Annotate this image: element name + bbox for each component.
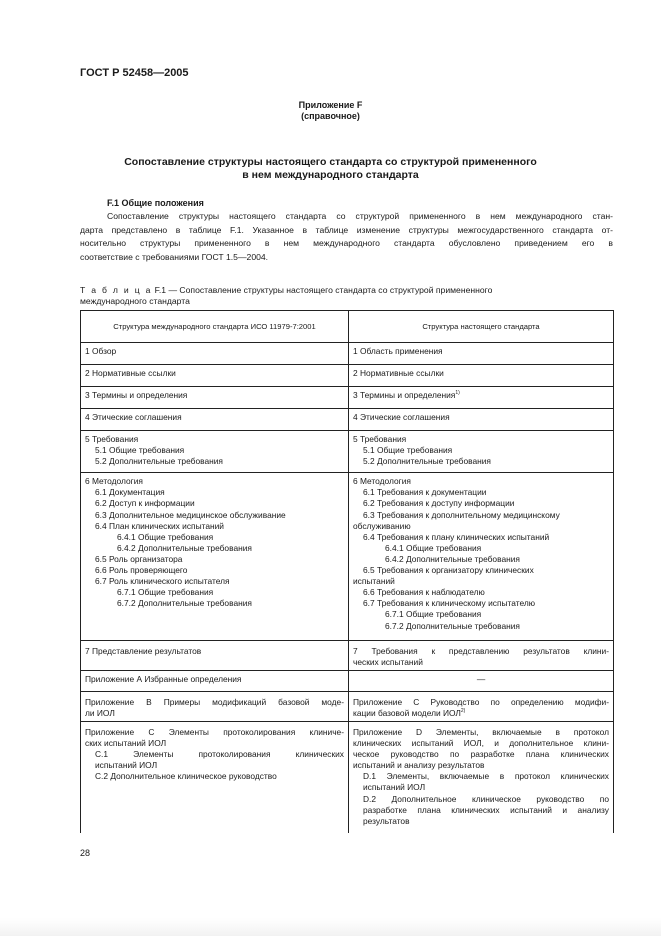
cell-line: 2 Нормативные ссылки: [353, 368, 444, 378]
column-header-international: Структура международного стандарта ИСО 11979-7:2001: [81, 311, 349, 343]
annex-name: Приложение F: [298, 100, 363, 110]
cell-line: 1 Область применения: [353, 346, 443, 356]
standard-header: ГОСТ Р 52458—2005: [80, 67, 189, 79]
cell-line: 4 Этические соглашения: [353, 412, 450, 422]
cell-line: испытаний: [353, 576, 395, 587]
cell-line: 6.4.1 Общие требования: [117, 531, 214, 542]
cell-line: 6 Методология: [85, 476, 143, 487]
table-caption-prefix: Т а б л и ц а: [80, 285, 153, 295]
cell-line: [353, 708, 609, 719]
cell-line: 6.7.1 Общие требования: [385, 609, 482, 620]
structure-comparison-table: [80, 310, 614, 833]
cell-line: 3 Термины и определения: [85, 390, 188, 400]
cell-line: 7 Требования к представлению результатов клини-: [353, 645, 609, 656]
cell-line: Приложение С Элементы протоколирования клиниче-: [85, 726, 344, 737]
table-header-row: [81, 311, 614, 343]
cell-line: С.1 Элементы протоколирования клинических: [95, 749, 344, 760]
cell-line: ческое руководство по разработке плана клинических: [353, 749, 609, 760]
cell-line: D.2 Дополнительное клиническое руководство по: [363, 793, 609, 804]
footnote-mark: 2): [460, 708, 466, 715]
table-row: [81, 365, 614, 387]
table-caption-line-2: международного стандарта: [80, 296, 190, 306]
cell-text: кации базовой модели ИОЛ: [353, 707, 461, 718]
table-row: [81, 670, 614, 691]
table-caption-text: F.1 — Сопоставление структуры настоящего стандарта со структурой примененного: [154, 285, 493, 295]
cell-line: 6.4 Требования к плану клинических испытаний: [363, 531, 550, 542]
cell-line: 5 Требования: [85, 434, 139, 444]
table-row: [81, 343, 614, 365]
annex-title-line-1: Сопоставление структуры настоящего стандарта со структурой примененного: [124, 156, 537, 168]
cell-line: 6.7.2 Дополнительные требования: [385, 620, 520, 631]
cell-line: 6.4.2 Дополнительные требования: [385, 553, 520, 564]
cell-line: 6.1 Требования к документации: [363, 487, 487, 498]
cell-text: 3 Термины и определения: [353, 390, 456, 400]
table-row: [81, 409, 614, 431]
page-number: 28: [80, 848, 91, 858]
cell-line: 6.3 Требования к дополнительному медицинскому: [363, 509, 560, 520]
table-row: [81, 431, 614, 473]
table-row: [81, 721, 614, 833]
cell-line: 5.2 Дополнительные требования: [363, 456, 491, 467]
cell-line: ли ИОЛ: [85, 707, 115, 718]
cell-line: 2 Нормативные ссылки: [85, 368, 176, 378]
cell-line: испытаний и анализу результатов: [353, 760, 485, 771]
cell-line: 6.6 Роль проверяющего: [95, 565, 188, 576]
cell-line: результатов: [363, 815, 410, 826]
cell-line: 5.2 Дополнительные требования: [95, 456, 223, 467]
cell-line: 6.4.2 Дополнительные требования: [117, 542, 252, 553]
cell-line: 6.4.1 Общие требования: [385, 542, 482, 553]
cell-line: 6.2 Требования к доступу информации: [363, 498, 515, 509]
cell-line: Приложение В Примеры модификаций базовой моде-: [85, 696, 344, 707]
cell-line: 1 Обзор: [85, 346, 117, 356]
cell-line: 6.7.2 Дополнительные требования: [117, 598, 252, 609]
cell-line: клинических испытаний ИОЛ, и дополнительное клини-: [353, 738, 609, 749]
cell-line: 5.1 Общие требования: [363, 445, 453, 456]
paragraph-line: Сопоставление структуры настоящего стандарта со структурой примененного в нем международного стан-: [107, 211, 613, 221]
cell-line: 6.5 Требования к организатору клинических: [363, 565, 534, 576]
cell-line: 6.2 Доступ к информации: [95, 498, 195, 509]
cell-line: 6.1 Документация: [95, 487, 165, 498]
cell-line: 6.7 Роль клинического испытателя: [95, 576, 230, 587]
cell-line: С.2 Дополнительное клиническое руководство: [95, 771, 277, 782]
column-header-national: Структура настоящего стандарта: [349, 311, 614, 343]
cell-line: Приложение С Руководство по определению модифи-: [353, 696, 609, 707]
cell-line: испытаний ИОЛ: [363, 782, 426, 793]
cell-line: [353, 390, 609, 401]
cell-line: 4 Этические соглашения: [85, 412, 182, 422]
page-bottom-edge: [0, 918, 661, 936]
annex-title-line-2: в нем международного стандарта: [242, 169, 419, 181]
paragraph-line: соответствие с требованиями ГОСТ 1.5—2004.: [80, 251, 269, 262]
cell-line: 5.1 Общие требования: [95, 445, 185, 456]
cell-line: обслуживанию: [353, 520, 411, 531]
intro-paragraph: [80, 210, 613, 264]
cell-line: 6 Методология: [353, 476, 411, 487]
table-row: [81, 473, 614, 640]
cell-line: 6.5 Роль организатора: [95, 553, 183, 564]
cell-line: 5 Требования: [353, 434, 407, 444]
cell-line: ских испытаний ИОЛ: [85, 738, 167, 749]
cell-line: Приложение D Элементы, включаемые в протокол: [353, 726, 609, 737]
cell-line: 6.7 Требования к клиническому испытателю: [363, 598, 536, 609]
footnote-mark: 1): [455, 390, 460, 397]
cell-line: испытаний ИОЛ: [95, 760, 158, 771]
cell-line: 6.7.1 Общие требования: [117, 587, 214, 598]
annex-kind: (справочное): [301, 111, 360, 121]
cell-line: Приложение А Избранные определения: [85, 673, 242, 684]
table-row: [81, 387, 614, 409]
table-caption: [80, 285, 492, 307]
paragraph-line: носительно структуры примененного в нем международного стандарта обусловлено приведением его в: [80, 238, 613, 248]
cell-line: разработке плана клинических испытаний и анализу: [363, 804, 609, 815]
cell-line: 7 Представление результатов: [85, 645, 202, 656]
table-row: [81, 640, 614, 670]
cell-line: 6.3 Дополнительное медицинское обслуживание: [95, 509, 286, 520]
section-heading: F.1 Общие положения: [107, 198, 204, 208]
table-row: [81, 691, 614, 721]
cell-line: D.1 Элементы, включаемые в протокол клинических: [363, 771, 609, 782]
cell-line: 6.4 План клинических испытаний: [95, 520, 224, 531]
cell-line: ческих испытаний: [353, 656, 423, 667]
cell-line: 6.6 Требования к наблюдателю: [363, 587, 485, 598]
paragraph-line: дарта представлено в таблице F.1. Указанное в таблице изменение структуры межгосударственного стандарта от-: [80, 224, 613, 235]
cell-line: —: [476, 673, 486, 684]
